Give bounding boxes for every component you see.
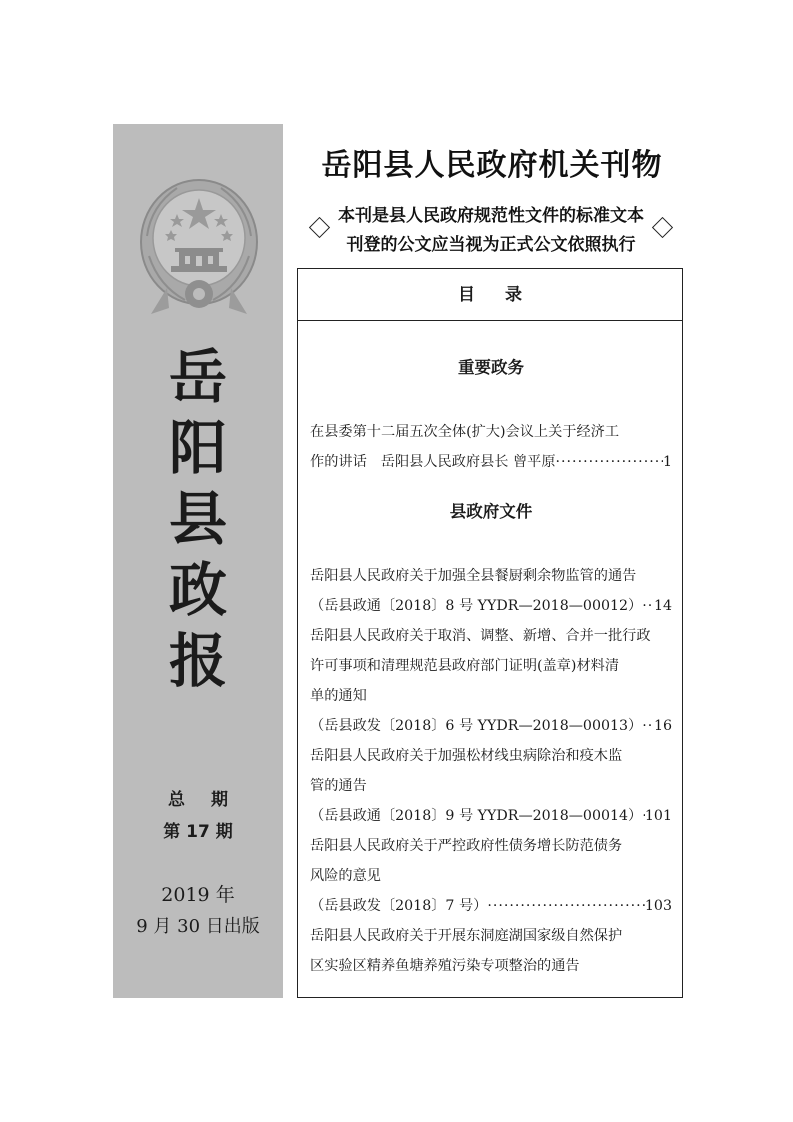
toc-entry-line[interactable] [310, 591, 672, 621]
toc-entry-line[interactable]: 在县委第十二届五次全体(扩大)会议上关于经济工 [310, 424, 620, 440]
title-char: 政 [168, 556, 227, 624]
issue-total-label: 总 期 [168, 790, 238, 810]
gazette-title-vertical [113, 342, 283, 697]
page-number: 103 [644, 898, 672, 914]
notice-line: 本刊是县人民政府规范性文件的标准文本 [338, 206, 644, 226]
toc-body [310, 321, 672, 981]
leader-dots [487, 891, 645, 921]
toc-entry-line[interactable] [310, 891, 672, 921]
toc-entry-line[interactable]: 区实验区精养鱼塘养殖污染专项整治的通告 [310, 958, 580, 974]
document-number: （岳县政通〔2018〕9 号 YYDR—2018—00014） [310, 808, 643, 824]
notice-block [300, 200, 682, 260]
toc-entry-line[interactable]: 岳阳县人民政府关于严控政府性债务增长防范债务 [310, 838, 623, 854]
toc-entry-line[interactable]: 许可事项和清理规范县政府部门证明(盖章)材料清 [310, 658, 620, 674]
toc-entry-line[interactable] [310, 711, 672, 741]
table-of-contents [297, 268, 683, 998]
publish-date: 9 月 30 日出版 [136, 916, 260, 937]
national-emblem-icon [137, 176, 261, 326]
toc-entry-line[interactable]: 风险的意见 [310, 868, 381, 884]
leader-dots [556, 447, 663, 477]
toc-entry-text: 作的讲话 [310, 454, 367, 470]
notice-line: 刊登的公文应当视为正式公文依照执行 [346, 235, 636, 255]
toc-entry-line[interactable]: 岳阳县人民政府关于开展东洞庭湖国家级自然保护 [310, 928, 623, 944]
page-number: 101 [644, 808, 672, 824]
title-char: 报 [168, 627, 227, 695]
toc-entry-line[interactable]: 岳阳县人民政府关于取消、调整、新增、合并一批行政 [310, 628, 651, 644]
title-char: 岳 [168, 343, 227, 411]
toc-entry-line[interactable] [310, 801, 672, 831]
toc-entry-line[interactable]: 岳阳县人民政府关于加强松材线虫病除治和疫木监 [310, 748, 623, 764]
cover-sidebar [113, 124, 283, 998]
leader-dots [642, 711, 654, 741]
issue-number: 第 17 期 [163, 822, 233, 842]
document-number: （岳县政通〔2018〕8 号 YYDR—2018—00012） [310, 598, 643, 614]
document-number: （岳县政发〔2018〕7 号） [310, 898, 488, 914]
publication-title: 岳阳县人民政府机关刊物 [321, 148, 663, 183]
section-heading: 重要政务 [458, 358, 524, 377]
page-number: 1 [662, 454, 672, 470]
leader-dots [642, 591, 654, 621]
toc-entry-line[interactable]: 管的通告 [310, 778, 367, 794]
toc-entry-line[interactable]: 岳阳县人民政府关于加强全县餐厨剩余物监管的通告 [310, 568, 637, 584]
section-heading: 县政府文件 [449, 502, 533, 521]
title-char: 阳 [168, 414, 227, 482]
toc-entry-speaker: 岳阳县人民政府县长 曾平原 [380, 454, 556, 470]
toc-heading: 目录 [298, 269, 682, 321]
publish-year: 2019 年 [161, 884, 235, 906]
title-char: 县 [168, 485, 227, 553]
toc-entry-line[interactable]: 单的通知 [310, 688, 367, 704]
toc-entry-line[interactable] [310, 447, 672, 477]
page-number: 16 [653, 718, 672, 734]
document-number: （岳县政发〔2018〕6 号 YYDR—2018—00013） [310, 718, 643, 734]
page-number: 14 [653, 598, 672, 614]
